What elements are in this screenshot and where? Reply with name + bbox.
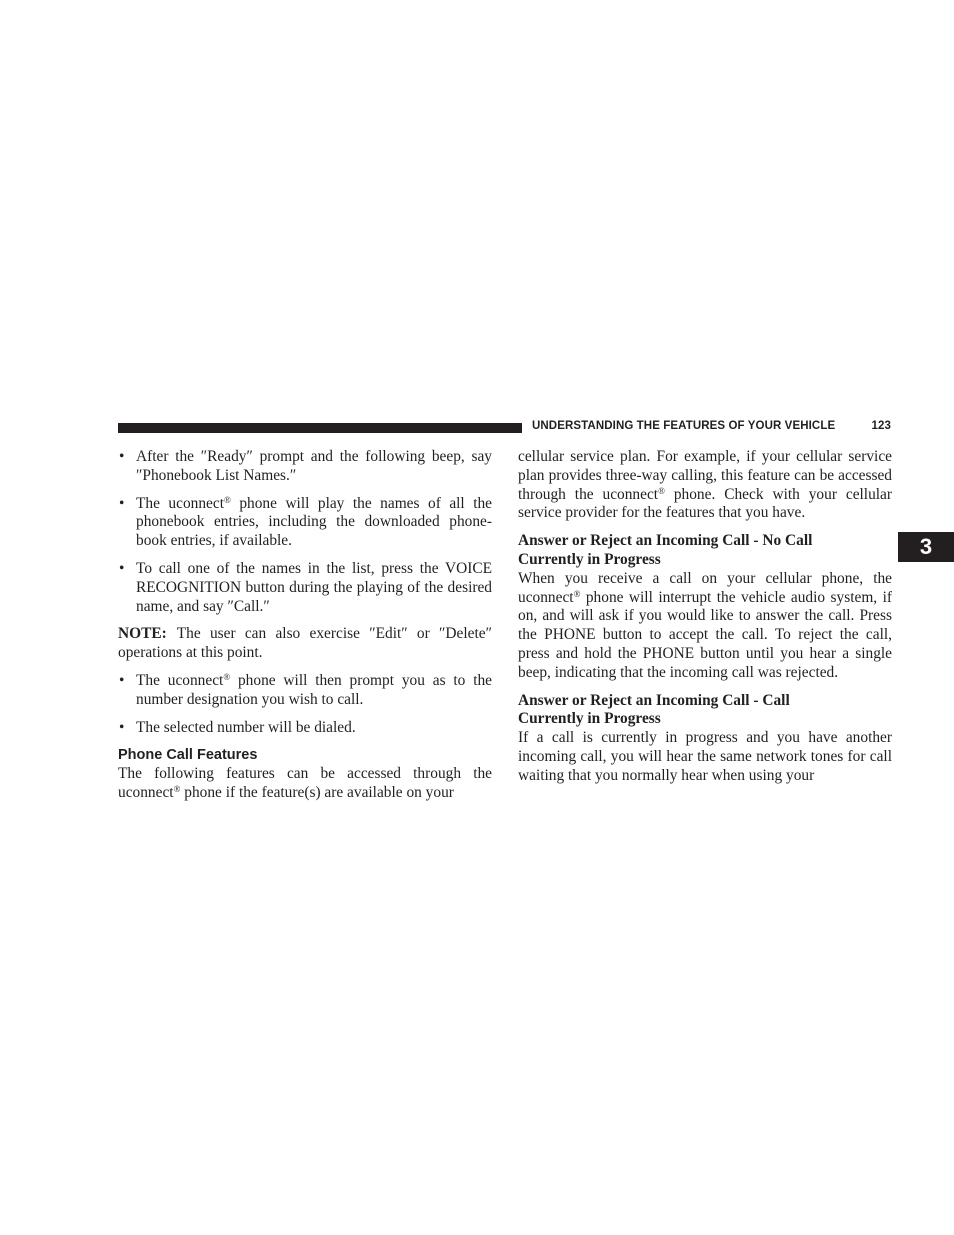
- note-paragraph: [118, 625, 492, 663]
- right-column: [518, 448, 892, 795]
- header-rule: [118, 423, 522, 433]
- note-text: The user can also exercise ″Edit″ or ″Delete″ operations at this point.: [118, 625, 492, 662]
- note-label: NOTE:: [118, 625, 167, 643]
- paragraph: When you receive a call on your cellular phone, the uconnect® phone will interrupt the vehicle audio system, if on, and will ask if you would like to answer the call. Press the PHONE button to accept the call. To reject the call, press and hold the PHONE button until you hear a single beep, indicating that the incoming call was rejected.: [518, 569, 892, 681]
- paragraph: If a call is currently in progress and you have another incoming call, you will hear the same network tones for call waiting that you normally hear when using your: [518, 729, 892, 784]
- running-header: [532, 420, 891, 432]
- page-number: 123: [871, 420, 891, 432]
- bullet-icon: •: [119, 494, 125, 512]
- list-item: • After the ″Ready″ prompt and the following beep, say ″Phonebook List Names.″: [119, 448, 492, 484]
- subheading: Answer or Reject an Incoming Call - Call Currently in Progress: [518, 691, 790, 728]
- chapter-tab: 3: [898, 532, 954, 562]
- list-item: • The selected number will be dialed.: [119, 718, 356, 736]
- subheading: Answer or Reject an Incoming Call - No Call Currently in Progress: [518, 532, 813, 568]
- paragraph: cellular service plan. For example, if your cellular service plan provides three-way calling, this feature can be accessed through the uconnect® phone. Check with your cellular service provider for the features that you have.: [518, 448, 892, 522]
- list-item: • To call one of the names in the list, press the VOICE RECOGNITION button during the playing of the desired name, and say ″Call.″: [119, 559, 492, 615]
- bullet-icon: •: [119, 671, 125, 689]
- section-heading: Phone Call Features: [118, 747, 258, 764]
- left-column: [118, 448, 492, 812]
- list-item: • The uconnect® phone will play the names of all the phonebook entries, including the downloaded phone-book entries, if available.: [119, 494, 492, 550]
- header-title: UNDERSTANDING THE FEATURES OF YOUR VEHICLE: [532, 420, 836, 432]
- list-item: • The uconnect® phone will then prompt you as to the number designation you wish to call.: [119, 671, 492, 708]
- bullet-icon: •: [119, 559, 125, 577]
- bullet-icon: •: [119, 718, 125, 736]
- bullet-icon: •: [119, 448, 125, 465]
- section-paragraph: The following features can be accessed through the uconnect® phone if the feature(s) are available on your: [118, 765, 492, 801]
